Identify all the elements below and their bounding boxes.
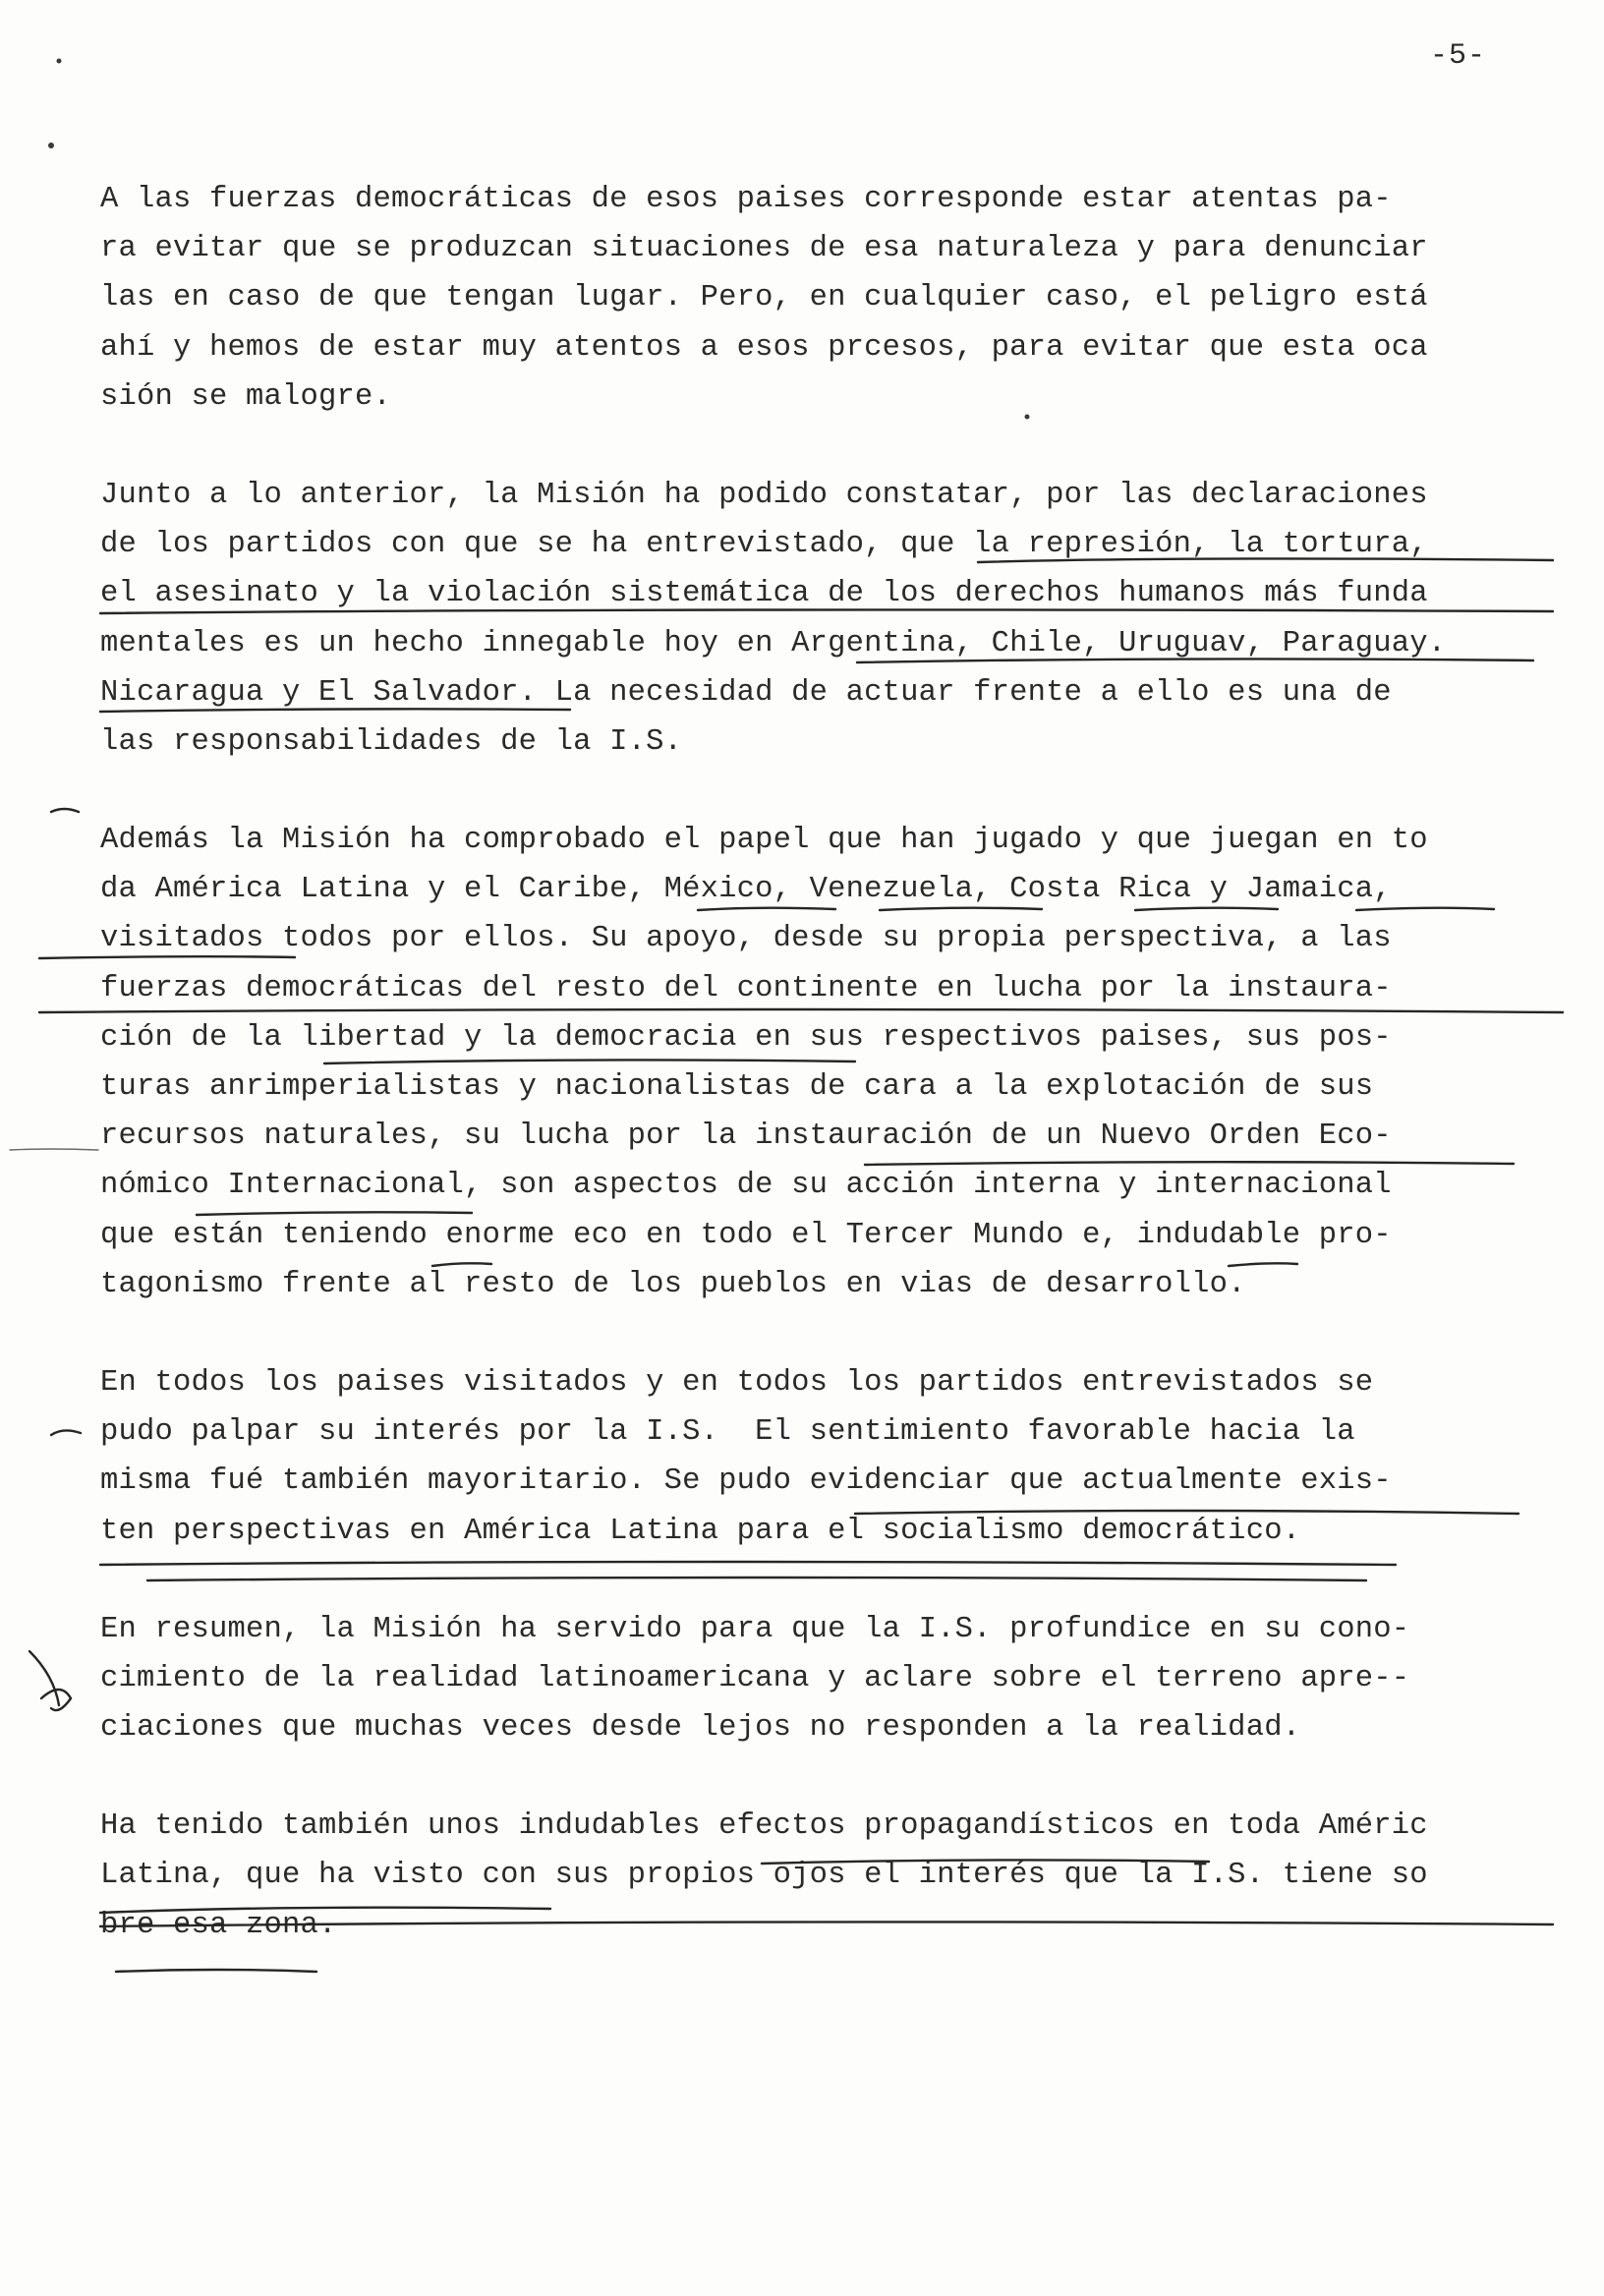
text-line: ten perspectivas en América Latina para el socialismo democrático.: [100, 1514, 1301, 1548]
paragraph-6: [100, 1802, 1545, 1950]
text-line: mentales es un hecho innegable hoy en Argentina, Chile, Uruguav, Paraguay.: [100, 626, 1447, 660]
text-line: En todos los paises visitados y en todos los partidos entrevistados se: [100, 1365, 1374, 1400]
text-line: ahí y hemos de estar muy atentos a esos prcesos, para evitar que esta oca: [100, 330, 1428, 365]
text-line: fuerzas democráticas del resto del continente en lucha por la instaura-: [100, 971, 1392, 1005]
text-line: que están teniendo enorme eco en todo el Tercer Mundo e, indudable pro-: [100, 1218, 1392, 1252]
text-line: ción de la libertad y la democracia en sus respectivos paises, sus pos-: [100, 1020, 1392, 1055]
margin-stroke: [51, 809, 79, 812]
text-line: visitados todos por ellos. Su apoyo, desde su propia perspectiva, a las: [100, 922, 1392, 956]
margin-dot: [48, 143, 54, 148]
text-line: de los partidos con que se ha entrevistado, que la represión, la tortura,: [100, 528, 1428, 562]
margin-stroke: [51, 1430, 81, 1435]
margin-scribble: [29, 1651, 71, 1710]
text-line: nómico Internacional, son aspectos de su acción interna y internacional: [100, 1169, 1392, 1203]
text-line: Ha tenido también unos indudables efectos propagandísticos en toda Améric: [100, 1809, 1428, 1844]
text-line: Junto a lo anterior, la Misión ha podido constatar, por las declaraciones: [100, 478, 1428, 512]
text-line: A las fuerzas democráticas de esos paises corresponde estar atentas pa-: [100, 183, 1392, 216]
text-line: sión se malogre.: [100, 379, 392, 414]
text-line: En resumen, la Misión ha servido para que la I.S. profundice en su cono-: [100, 1612, 1410, 1646]
text-line: tagonismo frente al resto de los pueblos en vias de desarrollo.: [100, 1267, 1246, 1301]
text-line: cimiento de la realidad latinoamericana y aclare sobre el terreno apre--: [100, 1661, 1410, 1695]
text-line: ra evitar que se produzcan situaciones de esa naturaleza y para denunciar: [100, 232, 1428, 266]
text-line: da América Latina y el Caribe, México, Venezuela, Costa Rica y Jamaica,: [100, 873, 1392, 907]
text-line: pudo palpar su interés por la I.S. El sentimiento favorable hacia la: [100, 1415, 1355, 1450]
text-line: las en caso de que tengan lugar. Pero, en cualquier caso, el peligro está: [100, 281, 1428, 316]
text-line: el asesinato y la violación sistemática de los derechos humanos más funda: [100, 577, 1428, 611]
margin-dot: [57, 59, 62, 64]
paragraph-4: [100, 1358, 1545, 1556]
text-line: las responsabilidades de la I.S.: [100, 724, 683, 759]
paragraph-5: [100, 1605, 1545, 1753]
text-line: Además la Misión ha comprobado el papel que han jugado y que juegan en to: [100, 824, 1428, 858]
text-line: bre esa zona.: [100, 1908, 337, 1942]
paragraph-3: [100, 816, 1545, 1309]
paragraph-2: [100, 471, 1545, 767]
text-line: misma fué también mayoritario. Se pudo evidenciar que actualmente exis-: [100, 1464, 1392, 1499]
paragraph-1: [100, 175, 1545, 422]
thin-margin-stroke: [10, 1149, 98, 1150]
text-line: Nicaragua y El Salvador. La necesidad de actuar frente a ello es una de: [100, 675, 1392, 710]
body-text: [100, 175, 1545, 1999]
text-line: turas anrimperialistas y nacionalistas de cara a la explotación de sus: [100, 1070, 1374, 1104]
page-number: -5-: [1430, 39, 1487, 73]
text-line: Latina, que ha visto con sus propios ojos el interés que la I.S. tiene so: [100, 1859, 1428, 1893]
text-line: recursos naturales, su lucha por la instauración de un Nuevo Orden Eco-: [100, 1119, 1392, 1154]
text-line: ciaciones que muchas veces desde lejos no responden a la realidad.: [100, 1711, 1301, 1746]
